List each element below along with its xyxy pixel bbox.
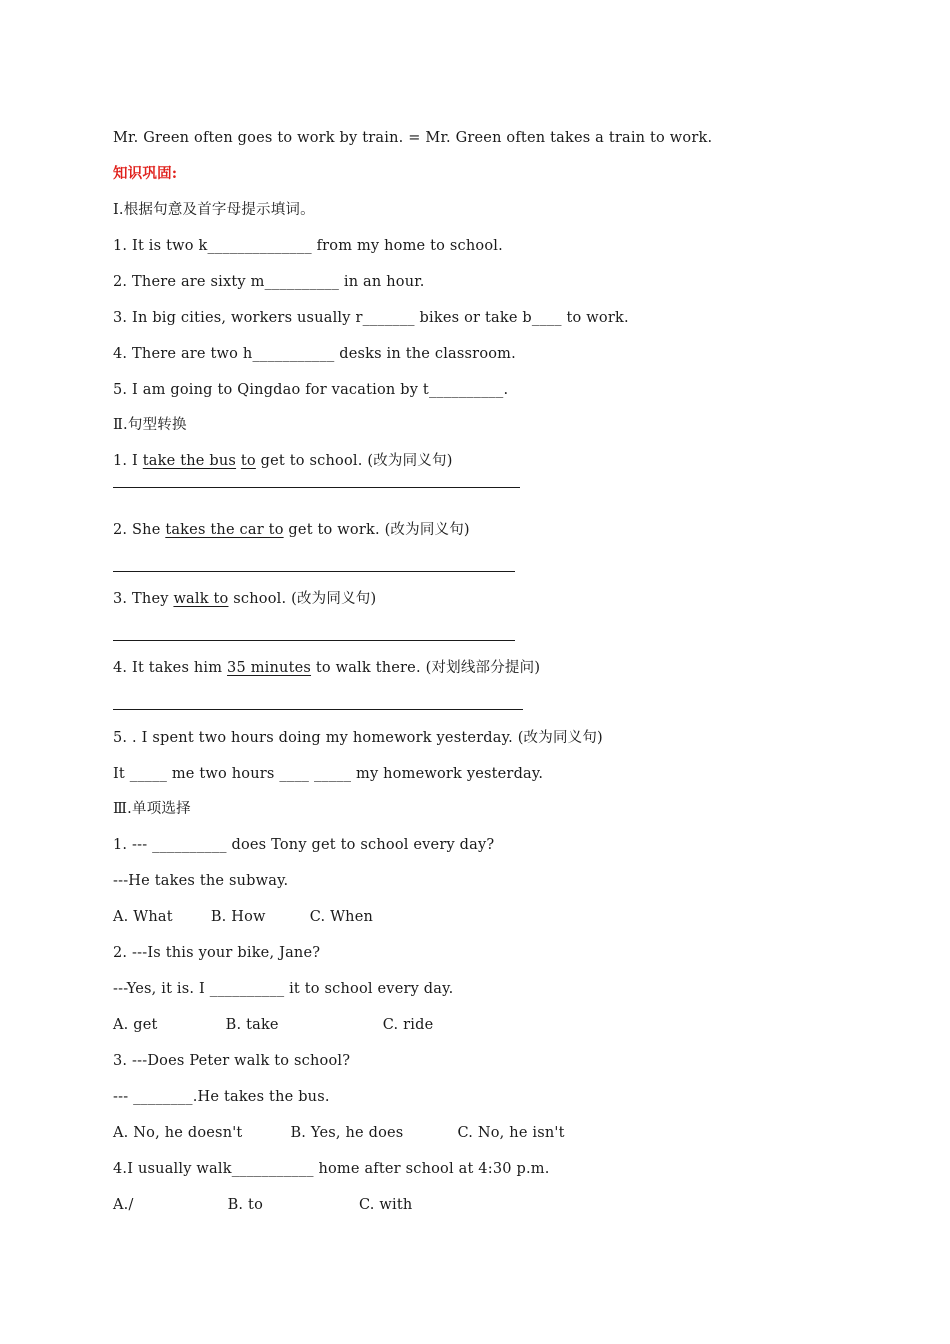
item-text: 2. There are sixty m: [113, 274, 265, 290]
option-c[interactable]: C. ride: [382, 1017, 434, 1033]
item-text: 4. There are two h: [113, 346, 253, 362]
part2-question-5-answer[interactable]: It _____ me two hours ____ _____ my homework yesterday.: [113, 766, 544, 782]
part3-question-3: 3. ---Does Peter walk to school?: [113, 1053, 351, 1069]
option-a[interactable]: A./: [113, 1197, 134, 1213]
option-a[interactable]: A. No, he doesn't: [113, 1125, 243, 1141]
part1-heading: Ⅰ.根据句意及首字母提示填词。: [113, 202, 315, 218]
option-c[interactable]: C. with: [359, 1197, 413, 1213]
part2-question-2: [113, 520, 470, 540]
intro-left: Mr. Green often goes to work by train.: [113, 130, 404, 146]
part3-options-2: [113, 1015, 433, 1035]
option-c[interactable]: C. When: [309, 909, 374, 925]
item-text: to work.: [561, 310, 629, 326]
fill-blank[interactable]: __________: [264, 274, 340, 290]
option-b[interactable]: B. How: [210, 909, 266, 925]
part3-question-4: 4.I usually walk___________ home after school at 4:30 p.m.: [113, 1161, 550, 1177]
part2-heading: Ⅱ.句型转换: [113, 417, 187, 433]
part3-question-2: 2. ---Is this your bike, Jane?: [113, 945, 321, 961]
item-text: bikes or take b: [414, 310, 532, 326]
option-b[interactable]: B. Yes, he does: [290, 1125, 404, 1141]
item-text: 5. I am going to Qingdao for vacation by t: [113, 382, 429, 398]
answer-line-2[interactable]: [113, 571, 515, 572]
item-text: in an hour.: [339, 274, 425, 290]
part2-question-4: [113, 658, 540, 678]
part2-question-5: 5. . I spent two hours doing my homework yesterday. (改为同义句): [113, 730, 603, 746]
question-text: get to school. (改为同义句): [255, 453, 453, 469]
underlined-phrase: to: [240, 453, 256, 469]
fill-blank[interactable]: _______: [362, 310, 415, 326]
underlined-phrase: take the bus: [142, 453, 237, 469]
question-text: school. (改为同义句): [228, 591, 377, 607]
part3-options-1: [113, 907, 373, 927]
part3-options-3: [113, 1123, 565, 1143]
fill-blank[interactable]: __________: [428, 382, 504, 398]
option-b[interactable]: B. take: [225, 1017, 279, 1033]
item-text: 1. It is two k: [113, 238, 208, 254]
underlined-phrase: walk to: [173, 591, 229, 607]
option-b[interactable]: B. to: [227, 1197, 264, 1213]
answer-line-1[interactable]: [113, 487, 520, 488]
section-title: 知识巩固:: [113, 165, 178, 182]
part3-reply-3: --- ________.He takes the bus.: [113, 1089, 330, 1105]
intro-equals: =: [403, 130, 426, 146]
part2-question-1: [113, 451, 453, 471]
question-text: 1. I: [113, 453, 143, 469]
question-text: 2. She: [113, 522, 166, 538]
part1-item-3: [113, 308, 629, 328]
question-text: 3. They: [113, 591, 174, 607]
part1-item-4: [113, 344, 516, 364]
question-text: to walk there. (对划线部分提问): [311, 660, 541, 676]
part3-reply-1: ---He takes the subway.: [113, 873, 289, 889]
part3-heading: Ⅲ.单项选择: [113, 801, 191, 817]
fill-blank[interactable]: ______________: [207, 238, 312, 254]
underlined-phrase: takes the car to: [165, 522, 284, 538]
fill-blank[interactable]: ___________: [252, 346, 335, 362]
question-text: 4. It takes him: [113, 660, 228, 676]
intro-sentence: [113, 128, 712, 148]
item-text: from my home to school.: [311, 238, 503, 254]
part3-question-1: 1. --- __________ does Tony get to school every day?: [113, 837, 495, 853]
underlined-phrase: 35 minutes: [227, 660, 312, 676]
fill-blank[interactable]: ____: [531, 310, 562, 326]
question-text: get to work. (改为同义句): [283, 522, 470, 538]
answer-line-3[interactable]: [113, 640, 515, 641]
option-a[interactable]: A. get: [113, 1017, 158, 1033]
item-text: desks in the classroom.: [334, 346, 516, 362]
option-a[interactable]: A. What: [113, 909, 173, 925]
intro-right: Mr. Green often takes a train to work.: [425, 130, 713, 146]
part2-question-3: [113, 589, 376, 609]
item-text: .: [503, 382, 509, 398]
answer-line-4[interactable]: [113, 709, 523, 710]
part3-reply-2: ---Yes, it is. I __________ it to school every day.: [113, 981, 454, 997]
item-text: 3. In big cities, workers usually r: [113, 310, 363, 326]
option-c[interactable]: C. No, he isn't: [457, 1125, 565, 1141]
part1-item-2: [113, 272, 425, 292]
part1-item-1: [113, 236, 503, 256]
part3-options-4: [113, 1195, 412, 1215]
part1-item-5: [113, 380, 508, 400]
